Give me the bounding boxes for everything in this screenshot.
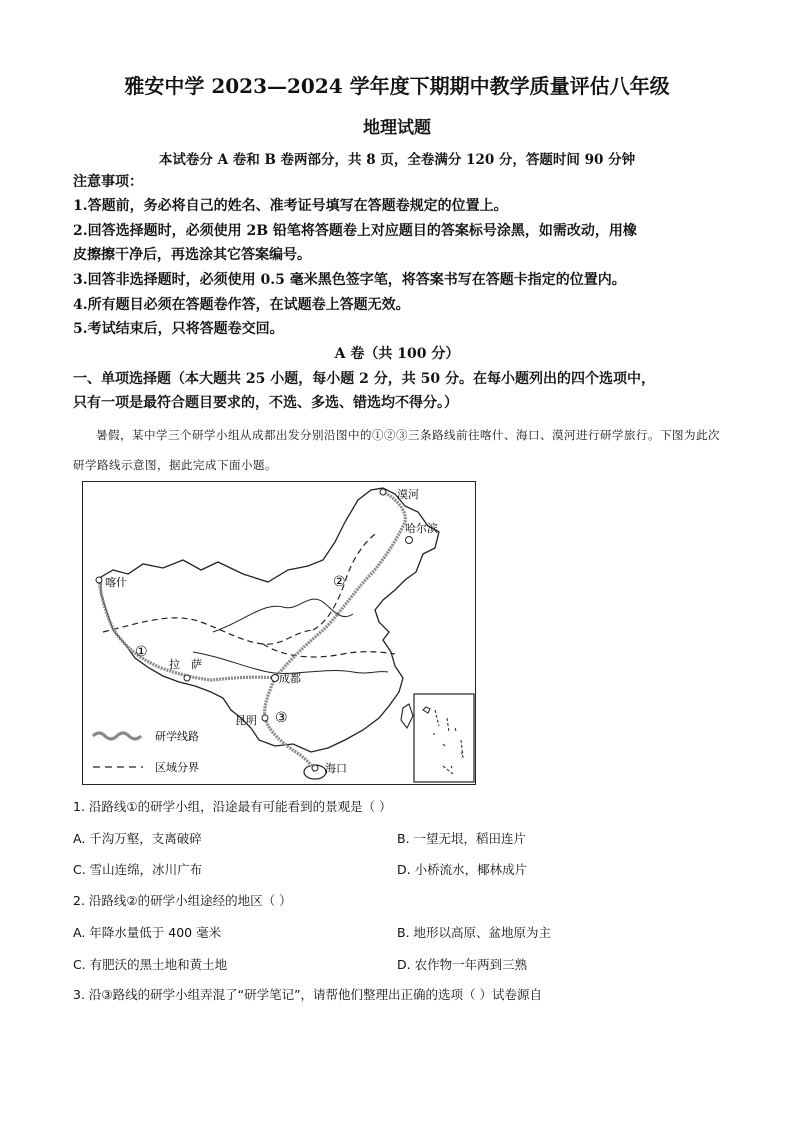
city-label-kashgar: 喀什 bbox=[105, 576, 127, 589]
option-1c[interactable]: C. 雪山连绵，冰川广布 bbox=[73, 862, 203, 877]
city-marker-mohe bbox=[380, 489, 386, 495]
option-2c[interactable]: C. 有肥沃的黑土地和黄土地 bbox=[73, 957, 228, 972]
notice-item: 5.考试结束后，只将答题卷交回。 bbox=[73, 321, 284, 337]
legend-route-label: 研学线路 bbox=[155, 730, 199, 743]
section1-line: 只有一项是最符合题目要求的，不选、多选、错选均不得分。） bbox=[73, 395, 458, 411]
legend-route-symbol bbox=[93, 733, 141, 739]
section1-line: 一、单项选择题（本大题共 25 小题，每小题 2 分，共 50 分。在每小题列出的四个选项中， bbox=[73, 371, 655, 387]
notice-item: 2.回答选择题时，必须使用 2B 铅笔将答题卷上对应题目的答案标号涂黑，如需改动，用橡 bbox=[73, 223, 637, 239]
question-stem-1: 1. 沿路线①的研学小组，沿途最有可能看到的景观是（ ） bbox=[73, 799, 392, 814]
city-marker-harbin bbox=[406, 537, 413, 544]
route-label-1: ① bbox=[135, 644, 148, 660]
option-1a[interactable]: A. 千沟万壑，支离破碎 bbox=[73, 831, 202, 846]
exam-info: 本试卷分 A 卷和 B 卷两部分，共 8 页，全卷满分 120 分，答题时间 90 分钟 bbox=[158, 152, 636, 168]
option-2b[interactable]: B. 地形以高原、盆地原为主 bbox=[397, 925, 552, 940]
question-stem-3: 3. 沿③路线的研学小组弄混了“研学笔记”，请帮他们整理出正确的选项（ ）试卷源自 bbox=[73, 987, 543, 1002]
boundary-line bbox=[103, 618, 313, 644]
city-label-kunming: 昆明 bbox=[235, 714, 257, 727]
city-marker-kashgar bbox=[96, 577, 102, 583]
yellow-river bbox=[213, 599, 353, 632]
city-marker-chengdu bbox=[272, 675, 279, 682]
notice-item: 皮擦擦干净后，再选涂其它答案编号。 bbox=[73, 247, 311, 263]
notice-heading: 注意事项： bbox=[73, 174, 143, 190]
route-label-3: ③ bbox=[275, 710, 288, 726]
boundary-line bbox=[263, 644, 395, 657]
option-2d[interactable]: D. 农作物一年两到三熟 bbox=[397, 957, 528, 972]
route-label-2: ② bbox=[333, 574, 346, 590]
question-stem-2: 2. 沿路线②的研学小组途经的地区（ ） bbox=[73, 893, 292, 908]
notice-item: 4.所有题目必须在答题卷作答，在试题卷上答题无效。 bbox=[73, 297, 410, 313]
section1-heading bbox=[73, 367, 723, 415]
city-marker-lhasa bbox=[184, 675, 190, 681]
paper-subtitle: 地理试题 bbox=[363, 118, 431, 138]
section-a-heading: A 卷（共 100 分） bbox=[334, 346, 460, 362]
china-map-figure bbox=[83, 482, 475, 784]
city-label-harbin: 哈尔滨 bbox=[405, 522, 438, 535]
south-sea-inset bbox=[414, 694, 474, 782]
option-1d[interactable]: D. 小桥流水，椰林成片 bbox=[397, 862, 528, 877]
taiwan-island bbox=[401, 704, 413, 728]
city-label-lhasa: 拉 萨 bbox=[169, 658, 202, 671]
route-map bbox=[82, 481, 476, 785]
option-1b[interactable]: B. 一望无垠，稻田连片 bbox=[397, 831, 527, 846]
route-3 bbox=[265, 678, 315, 772]
notice-item: 3.回答非选择题时，必须使用 0.5 毫米黑色签字笔，将答案书写在答题卡指定的位置内。 bbox=[73, 272, 626, 288]
question-intro: 暑假，某中学三个研学小组从成都出发分别沿图中的①②③三条路线前往喀什、海口、漠河进行研学旅行。下图为此次研学路线示意图，据此完成下面小题。 bbox=[73, 428, 720, 472]
city-marker-haikou bbox=[312, 765, 318, 771]
legend-boundary-label: 区域分界 bbox=[155, 761, 199, 774]
city-marker-kunming bbox=[262, 715, 268, 721]
notice-item: 1.答题前，务必将自己的姓名、准考证号填写在答题卷规定的位置上。 bbox=[73, 198, 508, 214]
paper-title: 雅安中学 2023—2024 学年度下期期中教学质量评估八年级 bbox=[124, 74, 670, 98]
option-2a[interactable]: A. 年降水量低于 400 毫米 bbox=[73, 925, 222, 940]
city-label-haikou: 海口 bbox=[325, 762, 347, 775]
city-label-chengdu: 成都 bbox=[279, 672, 301, 685]
city-label-mohe: 漠河 bbox=[397, 488, 419, 501]
